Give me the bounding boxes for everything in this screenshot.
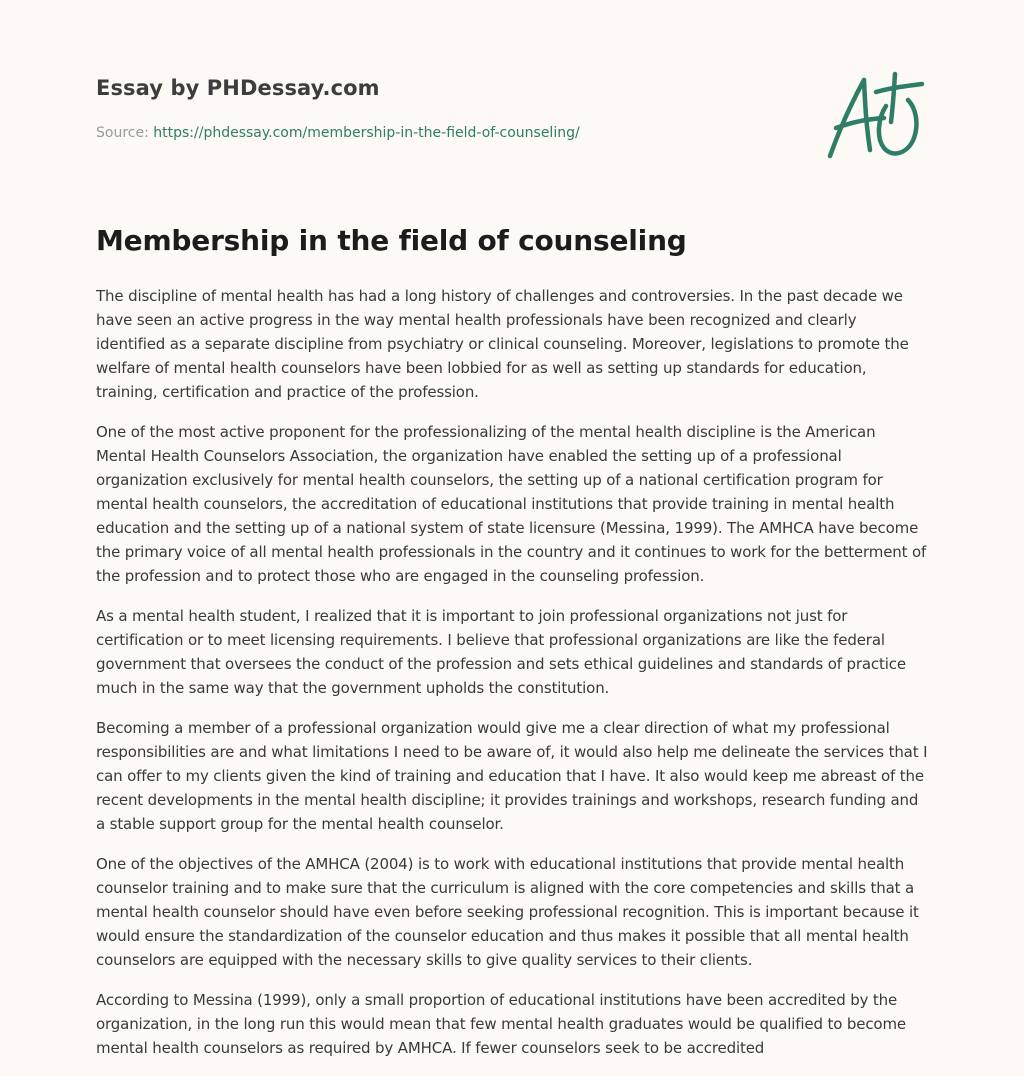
source-line (96, 125, 580, 141)
paragraph: The discipline of mental health has had a long history of challenges and controversies. In the past decade we have seen an active progress in the way mental health professionals have been recognized and clearly identified as a separate discipline from psychiatry or clinical counseling. Moreover, legislations to promote the welfare of mental health counselors have been lobbied for as well as setting up standards for education, training, certification and practice of the profession. (96, 287, 909, 401)
paragraph: According to Messina (1999), only a small proportion of educational institutions have been accredited by the organization, in the long run this would mean that few mental health graduates would be qualified to become mental health counselors as required by AMHCA. If fewer counselors seek to be accredited (96, 991, 906, 1057)
essay-body (96, 284, 930, 1076)
source-label: Source: (96, 125, 154, 141)
source-link[interactable]: https://phdessay.com/membership-in-the-field-of-counseling/ (153, 125, 580, 141)
paragraph: Becoming a member of a professional organization would give me a clear direction of what my professional responsibilities are and what limitations I need to be aware of, it would also help me delineate the services that I can offer to my clients given the kind of training and education that I have. It also would keep me abreast of the recent developments in the mental health discipline; it provides trainings and workshops, research funding and a stable support group for the mental health counselor. (96, 719, 928, 833)
paragraph: One of the objectives of the AMHCA (2004) is to work with educational institutions that provide mental health counselor training and to make sure that the curriculum is aligned with the core competencies and skills that a mental health counselor should have even before seeking professional recognition. This is important because it would ensure the standardization of the counselor education and thus makes it possible that all mental health counselors are equipped with the necessary skills to give quality services to their clients. (96, 855, 919, 969)
paragraph: As a mental health student, I realized that it is important to join professional organizations not just for certification or to meet licensing requirements. I believe that professional organizations are like the federal government that oversees the conduct of the profession and sets ethical guidelines and standards of practice much in the same way that the government upholds the constitution. (96, 607, 906, 697)
brand-name: Essay by PHDessay.com (96, 76, 380, 100)
paragraph: One of the most active proponent for the professionalizing of the mental health discipline is the American Mental Health Counselors Association, the organization have enabled the setting up of a professional organization exclusively for mental health counselors, the setting up of a national certification program for mental health counselors, the accreditation of educational institutions that provide training in mental health education and the setting up of a national system of state licensure (Messina, 1999). The AMHCA have become the primary voice of all mental health professionals in the country and it continues to work for the betterment of the profession and to protect those who are engaged in the counseling profession. (96, 423, 927, 585)
essay-title: Membership in the field of counseling (96, 224, 687, 257)
a-plus-logo-icon (818, 66, 930, 166)
